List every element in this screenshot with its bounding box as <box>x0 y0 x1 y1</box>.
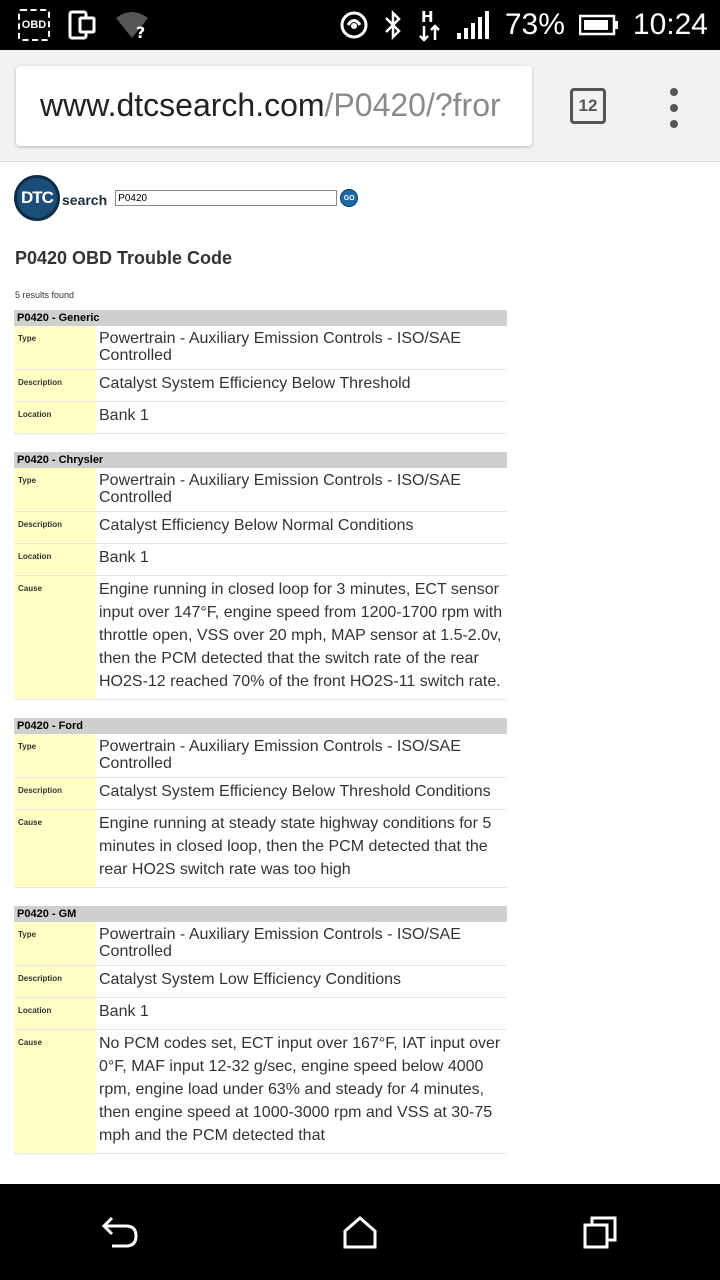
row-value: Catalyst Efficiency Below Normal Conditions <box>99 517 414 534</box>
row-value: No PCM codes set, ECT input over 167°F, IAT input over 0°F, MAF input 12-32 g/sec, engine speed below 4000 rpm, engine load under 63% and steady for 4 minutes, then engine speed at 1000-3000 rpm and VSS at 30-75 mph and the PCM detected that <box>99 1035 501 1144</box>
page-title: P0420 OBD Trouble Code <box>15 248 233 268</box>
table-row <box>14 734 507 778</box>
recents-icon[interactable] <box>570 1202 630 1262</box>
url-host: www.dtcsearch.com <box>40 87 325 123</box>
result-heading: P0420 - Generic <box>14 310 507 326</box>
row-label: Location <box>14 998 96 1029</box>
row-label: Type <box>14 468 96 511</box>
table-row <box>14 512 507 544</box>
table-row <box>14 544 507 576</box>
table-row <box>14 810 507 888</box>
row-value: Bank 1 <box>99 1003 149 1020</box>
result-block-gm <box>14 906 507 1154</box>
clock: 10:24 <box>632 8 708 41</box>
row-value: Powertrain - Auxiliary Emission Controls - ISO/SAE Controlled <box>99 472 461 506</box>
bluetooth-icon <box>383 10 403 40</box>
status-bar <box>0 0 720 50</box>
results-list <box>14 310 507 1172</box>
row-label: Description <box>14 778 96 809</box>
tab-count: 12 <box>578 96 598 115</box>
row-value: Powertrain - Auxiliary Emission Controls - ISO/SAE Controlled <box>99 738 461 772</box>
table-row <box>14 1030 507 1154</box>
row-label: Location <box>14 544 96 575</box>
results-count: 5 results found <box>15 290 75 300</box>
table-row <box>14 922 507 966</box>
result-block-generic <box>14 310 507 434</box>
nfc-icon <box>339 10 369 40</box>
logo-word: search <box>62 192 108 208</box>
web-page <box>0 163 720 1184</box>
table-row <box>14 778 507 810</box>
back-icon[interactable] <box>90 1202 150 1262</box>
result-heading: P0420 - GM <box>14 906 507 922</box>
browser-toolbar <box>0 50 720 162</box>
site-logo[interactable] <box>14 175 107 221</box>
row-value: Bank 1 <box>99 549 149 566</box>
url-text[interactable] <box>40 87 501 124</box>
go-button[interactable] <box>340 189 358 207</box>
row-label: Cause <box>14 576 96 699</box>
row-label: Description <box>14 512 96 543</box>
table-row <box>14 998 507 1030</box>
home-icon[interactable] <box>330 1202 390 1262</box>
row-value: Engine running at steady state highway conditions for 5 minutes in closed loop, then the PCM detected that the rear HO2S switch rate was too high <box>99 815 492 878</box>
url-bar[interactable] <box>16 66 532 146</box>
hplus-data-icon <box>417 8 443 42</box>
row-label: Description <box>14 370 96 401</box>
dtc-logo-icon <box>14 175 60 221</box>
signal-icon <box>457 11 491 39</box>
result-heading: P0420 - Ford <box>14 718 507 734</box>
navigation-bar <box>0 1184 720 1280</box>
row-label: Location <box>14 402 96 433</box>
svg-text:H: H <box>420 8 434 26</box>
table-row <box>14 326 507 370</box>
logo-text: DTC <box>21 188 53 207</box>
obd-label: OBD <box>21 19 47 31</box>
table-row <box>14 966 507 998</box>
table-row <box>14 468 507 512</box>
row-value: Catalyst System Efficiency Below Threshold Conditions <box>99 783 491 800</box>
result-block-ford <box>14 718 507 888</box>
row-value: Powertrain - Auxiliary Emission Controls - ISO/SAE Controlled <box>99 330 461 364</box>
row-label: Type <box>14 922 96 965</box>
row-value: Catalyst System Low Efficiency Conditions <box>99 971 402 988</box>
svg-text:?: ? <box>136 23 146 40</box>
obd-icon <box>18 9 50 41</box>
row-label: Type <box>14 326 96 369</box>
site-header <box>14 175 358 221</box>
row-value: Catalyst System Efficiency Below Threshold <box>99 375 411 392</box>
battery-percent: 73% <box>504 8 565 41</box>
url-path: /P0420/?fror <box>324 87 501 123</box>
result-heading: P0420 - Chrysler <box>14 452 507 468</box>
phone-rotate-icon <box>68 10 96 40</box>
row-value: Bank 1 <box>99 407 149 424</box>
go-label: GO <box>343 194 355 202</box>
result-block-chrysler <box>14 452 507 700</box>
row-label: Description <box>14 966 96 997</box>
row-value: Powertrain - Auxiliary Emission Controls - ISO/SAE Controlled <box>99 926 461 960</box>
tab-switcher-button[interactable] <box>570 88 606 124</box>
row-label: Type <box>14 734 96 777</box>
overflow-menu-icon[interactable] <box>660 88 688 128</box>
table-row <box>14 576 507 700</box>
table-row <box>14 402 507 434</box>
battery-icon <box>579 14 619 36</box>
wifi-unknown-icon <box>114 10 150 40</box>
row-value: Engine running in closed loop for 3 minutes, ECT sensor input over 147°F, engine speed from 1200-1700 rpm with throttle open, VSS over 20 mph, MAP sensor at 1.5-2.0v, then the PCM detected that the switch rate of the rear HO2S-12 reached 70% of the front HO2S-11 switch rate. <box>99 581 503 690</box>
table-row <box>14 370 507 402</box>
row-label: Cause <box>14 1030 96 1153</box>
row-label: Cause <box>14 810 96 887</box>
search-input[interactable] <box>115 190 337 206</box>
